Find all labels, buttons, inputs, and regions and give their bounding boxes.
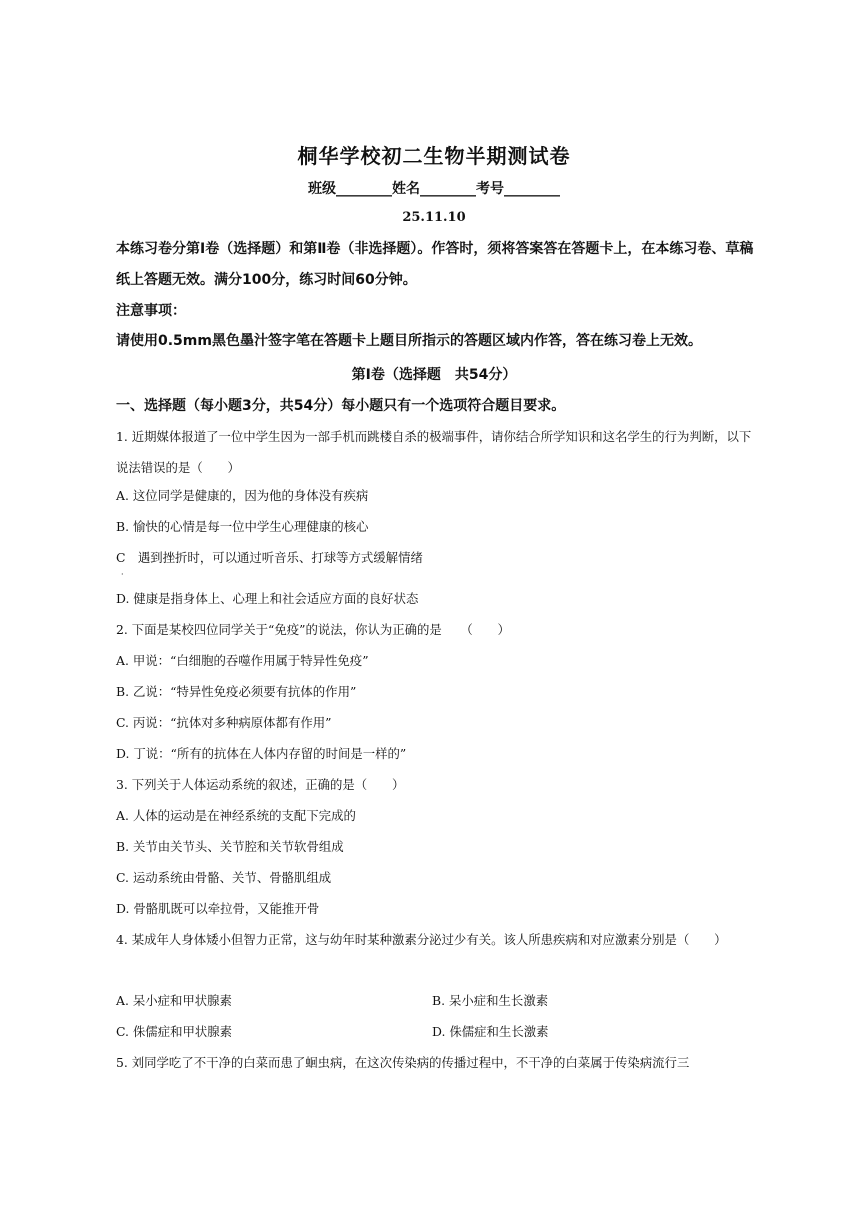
question-2-option-a: A. 甲说：“白细胞的吞噬作用属于特异性免疫” xyxy=(116,653,369,668)
question-3-option-c: C. 运动系统由骨骼、关节、骨骼肌组成 xyxy=(116,870,332,885)
question-3-stem: 3. 下列关于人体运动系统的叙述，正确的是（ ） xyxy=(116,777,405,792)
question-2-option-d: D. 丁说：“所有的抗体在人体内存留的时间是一样的” xyxy=(116,746,407,761)
question-1-option-b: B. 愉快的心情是每一位中学生心理健康的核心 xyxy=(116,519,369,534)
notice-label: 注意事项： xyxy=(116,303,186,319)
question-2-option-c: C. 丙说：“抗体对多种病原体都有作用” xyxy=(116,715,332,730)
student-info-line: 班级________姓名________考号________ xyxy=(308,181,560,197)
question-4-option-a: A. 呆小症和甲状腺素 xyxy=(116,993,232,1008)
question-2-option-b: B. 乙说：“特异性免疫必须要有抗体的作用” xyxy=(116,684,357,699)
question-5-stem: 5. 刘同学吃了不干净的白菜而患了蛔虫病，在这次传染病的传播过程中，不干净的白菜属于传染病流行三 xyxy=(116,1055,690,1070)
question-2-stem: 2. 下面是某校四位同学关于“免疫”的说法，你认为正确的是 （ ） xyxy=(116,622,510,637)
question-3-option-d: D. 骨骼肌既可以牵拉骨，又能推开骨 xyxy=(116,901,320,916)
question-4-stem: 4. 某成年人身体矮小但智力正常，这与幼年时某种激素分泌过少有关。该人所患疾病和对应激素分别是（ ） xyxy=(116,932,727,947)
question-4-option-d: D. 侏儒症和生长激素 xyxy=(432,1024,549,1039)
exam-date: 25.11.10 xyxy=(402,210,466,225)
stray-dot: · xyxy=(121,570,124,579)
question-4-option-b: B. 呆小症和生长激素 xyxy=(432,993,549,1008)
part-one-title: 第Ⅰ卷（选择题 共54分） xyxy=(351,367,517,383)
question-1-option-d: D. 健康是指身体上、心理上和社会适应方面的良好状态 xyxy=(116,591,419,606)
exam-title: 桐华学校初二生物半期测试卷 xyxy=(297,144,571,168)
question-1-stem: 1. 近期媒体报道了一位中学生因为一部手机而跳楼自杀的极端事件，请你结合所学知识和这名学生的行为判断，以下说法错误的是（ ） xyxy=(116,429,752,475)
question-1-option-a: A. 这位同学是健康的，因为他的身体没有疾病 xyxy=(116,488,369,503)
section-heading: 一、选择题（每小题3分，共54分）每小题只有一个选项符合题目要求。 xyxy=(116,398,566,414)
question-3-option-b: B. 关节由关节头、关节腔和关节软骨组成 xyxy=(116,839,344,854)
question-3-option-a: A. 人体的运动是在神经系统的支配下完成的 xyxy=(116,808,356,823)
exam-instructions: 本练习卷分第Ⅰ卷（选择题）和第Ⅱ卷（非选择题）。作答时，须将答案答在答题卡上，在本练习卷、草稿纸上答题无效。满分100分，练习时间60分钟。 xyxy=(116,241,754,288)
notice-text: 请使用0.5mm黑色墨汁签字笔在答题卡上题目所指示的答题区域内作答，答在练习卷上无效。 xyxy=(116,333,702,349)
question-4-option-c: C. 侏儒症和甲状腺素 xyxy=(116,1024,233,1039)
question-1-option-c: C 遇到挫折时，可以通过听音乐、打球等方式缓解情绪 xyxy=(116,550,423,565)
